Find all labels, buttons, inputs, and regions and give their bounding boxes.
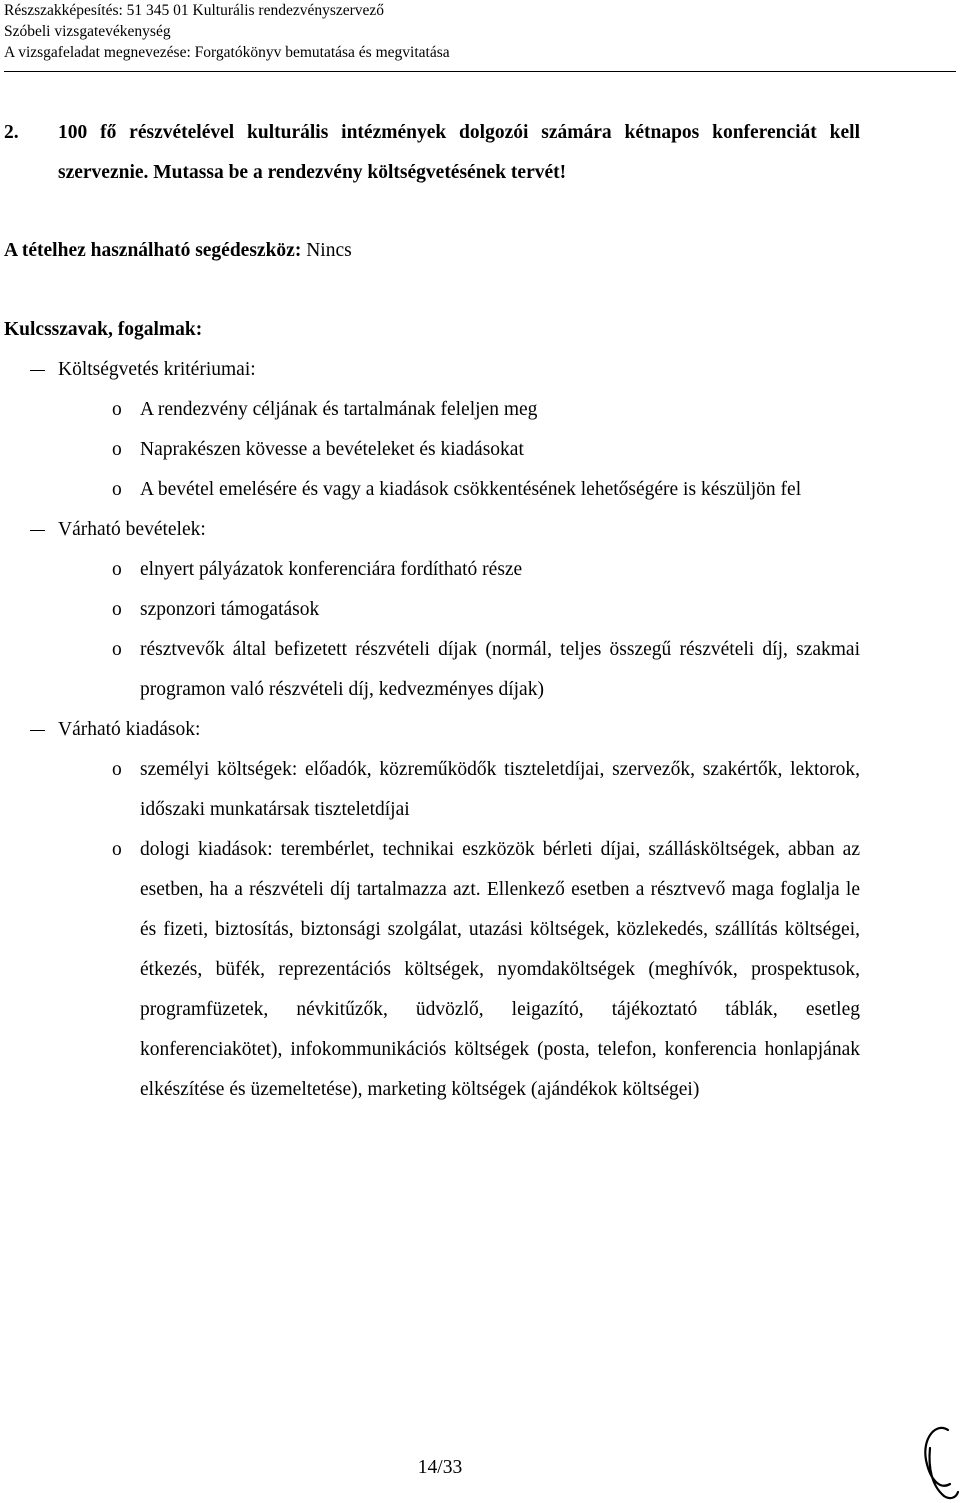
circle-bullet-icon: o: [112, 559, 122, 580]
header-divider: [4, 71, 956, 72]
list-item: [0, 470, 960, 510]
list-item-text: személyi költségek: előadók, közreműködők tiszteletdíjai, szervezők, szakértők, lektorok, időszaki munkatársak tiszteletdíjai: [140, 759, 860, 820]
tool-value: Nincs: [301, 240, 352, 261]
section-title: [0, 710, 960, 750]
page-number: 14/33: [417, 1457, 463, 1478]
list-item: [0, 590, 960, 630]
dash-bullet: [30, 530, 45, 531]
header-task-name: A vizsgafeladat megnevezése: Forgatókönyv bemutatása és megvitatása: [4, 44, 450, 61]
section-title-text: Várható bevételek:: [58, 519, 206, 540]
header-exam-activity: Szóbeli vizsgatevékenység: [4, 23, 171, 40]
list-item-text: A bevétel emelésére és vagy a kiadások csökkentésének lehetőségére is készüljön fel: [140, 479, 802, 500]
task-number: 2.: [4, 122, 19, 143]
list-item: [0, 750, 960, 830]
circle-bullet-icon: o: [112, 479, 122, 500]
list-item-text: Naprakészen kövesse a bevételeket és kiadásokat: [140, 439, 524, 460]
circle-bullet-icon: o: [112, 839, 122, 860]
dash-bullet: [30, 370, 45, 371]
signature-icon: [910, 1418, 960, 1503]
list-item: [0, 550, 960, 590]
circle-bullet-icon: o: [112, 439, 122, 460]
section-title: [0, 510, 960, 550]
keywords-content: [0, 350, 960, 1110]
list-item-text: elnyert pályázatok konferenciára fordítható része: [140, 559, 523, 580]
task-title: 100 fő részvételével kulturális intézmények dolgozói számára kétnapos konferenciát kell szerveznie. Mutassa be a rendezvény költségvetésének tervét!: [58, 122, 860, 183]
keywords-heading: [4, 310, 202, 350]
circle-bullet-icon: o: [112, 399, 122, 420]
list-item: [0, 830, 960, 1110]
section-title-text: Költségvetés kritériumai:: [58, 359, 256, 380]
list-item-text: A rendezvény céljának és tartalmának feleljen meg: [140, 399, 538, 420]
dash-bullet: [30, 730, 45, 731]
list-item-text: dologi kiadások: terembérlet, technikai eszközök bérleti díjai, szállásköltségek, abban az esetben, ha a részvételi díj tartalmazza azt. Ellenkező esetben a résztvevő maga foglalja le és fizeti, biztosítás, biztonsági szolgálat, utazási költségek, közlekedés, szállítás költségei, étkezés, büfék, reprezentációs költségek, nyomdaköltségek (meghívók, prospektusok, programfüzetek, névkitűzők, üdvözlő, leigazító, tájékoztató táblák, esetleg konferenciakötet), infokommunikációs költségek (posta, telefon, konferencia honlapjának elkészítése és üzemeltetése), marketing költségek (ajándékok költségei): [140, 839, 860, 1100]
header-qualification: Részszakképesítés: 51 345 01 Kulturális rendezvényszervező: [4, 2, 385, 19]
tool-label: A tételhez használható segédeszköz:: [4, 240, 302, 261]
list-item-text: résztvevők által befizetett részvételi díjak (normál, teljes összegű részvételi díj, szakmai programon való részvételi díj, kedvezményes díjak): [140, 639, 860, 700]
section-title: [0, 350, 960, 390]
keywords-label: Kulcsszavak, fogalmak:: [4, 319, 203, 340]
list-item-text: szponzori támogatások: [140, 599, 320, 620]
page-header: [4, 0, 450, 63]
circle-bullet-icon: o: [112, 639, 122, 660]
circle-bullet-icon: o: [112, 759, 122, 780]
list-item: [0, 430, 960, 470]
list-item: [0, 390, 960, 430]
circle-bullet-icon: o: [112, 599, 122, 620]
tool-line: [4, 231, 352, 271]
list-item: [0, 630, 960, 710]
section-title-text: Várható kiadások:: [58, 719, 201, 740]
